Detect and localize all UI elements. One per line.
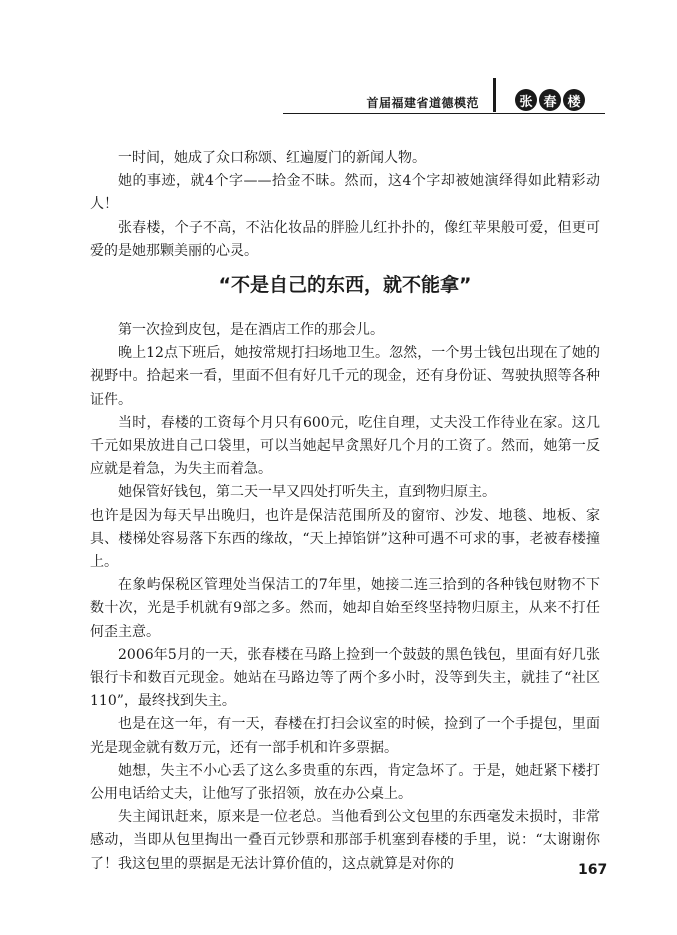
- paragraph: 当时，春楼的工资每个月只有600元，吃住自理，丈夫没工作待业在家。这几千元如果放进自己口袋里，可以当她起早贪黑好几个月的工资了。然而，她第一反应就是着急，为失主而着急。: [90, 414, 600, 478]
- body-text: [90, 319, 600, 876]
- paragraph: 也许是因为每天早出晚归，也许是保洁范围所及的窗帘、沙发、地毯、地板、家具、楼梯处容易落下东西的缘故，“天上掉馅饼”这种可遇不可求的事，老被春楼撞上。: [90, 507, 600, 571]
- name-seal-char: 张: [515, 89, 537, 111]
- paragraph: 也是在这一年，有一天，春楼在打扫会议室的时候，捡到了一个手提包，里面光是现金就有数万元，还有一部手机和许多票据。: [90, 716, 600, 756]
- paragraph: 她想，失主不小心丢了这么多贵重的东西，肯定急坏了。于是，她赶紧下楼打公用电话给丈夫，让他写了张招领，放在办公桌上。: [90, 762, 600, 803]
- running-header: [283, 92, 605, 114]
- series-title: 首届福建省道德模范: [366, 96, 479, 110]
- section-heading: “不是自己的东西，就不能拿”: [218, 274, 472, 296]
- name-seal-char: 楼: [563, 89, 585, 111]
- person-name-seals: [515, 89, 585, 111]
- header-divider: [493, 78, 496, 112]
- paragraph: 失主闻讯赶来，原来是一位老总。当他看到公文包里的东西毫发未损时，非常感动，当即从包里掏出一叠百元钞票和那部手机塞到春楼的手里，说：“太谢谢你了！我这包里的票据是无法计算价值的，这点就算是对你的: [90, 809, 600, 872]
- intro-text: [90, 147, 600, 263]
- paragraph: 她的事迹，就4个字——拾金不昧。然而，这4个字却被她演绎得如此精彩动人！: [90, 173, 600, 213]
- paragraph: 一时间，她成了众口称颂、红遍厦门的新闻人物。: [118, 150, 426, 166]
- page-number: 167: [578, 862, 608, 878]
- paragraph: 她保管好钱包，第二天一早又四处打听失主，直到物归原主。: [118, 484, 496, 501]
- paragraph: 第一次捡到皮包，是在酒店工作的那会儿。: [118, 322, 384, 338]
- name-seal-char: 春: [539, 89, 561, 111]
- paragraph: 2006年5月的一天，张春楼在马路上捡到一个鼓鼓的黑色钱包，里面有好几张银行卡和数百元现金。她站在马路边等了两个多小时，没等到失主，就挂了“社区110”，最终找到失主。: [90, 646, 600, 710]
- header-rule: [283, 113, 605, 114]
- paragraph: 晚上12点下班后，她按常规打扫场地卫生。忽然，一个男士钱包出现在了她的视野中。拾起来一看，里面不但有好几千元的现金，还有身份证、驾驶执照等各种证件。: [90, 345, 600, 408]
- paragraph: 张春楼，个子不高，不沾化妆品的胖脸儿红扑扑的，像红苹果般可爱，但更可爱的是她那颗美丽的心灵。: [90, 219, 600, 259]
- paragraph: 在象屿保税区管理处当保洁工的7年里，她接二连三拾到的各种钱包财物不下数十次，光是手机就有9部之多。然而，她却自始至终坚持物归原主，从来不打任何歪主意。: [90, 577, 600, 640]
